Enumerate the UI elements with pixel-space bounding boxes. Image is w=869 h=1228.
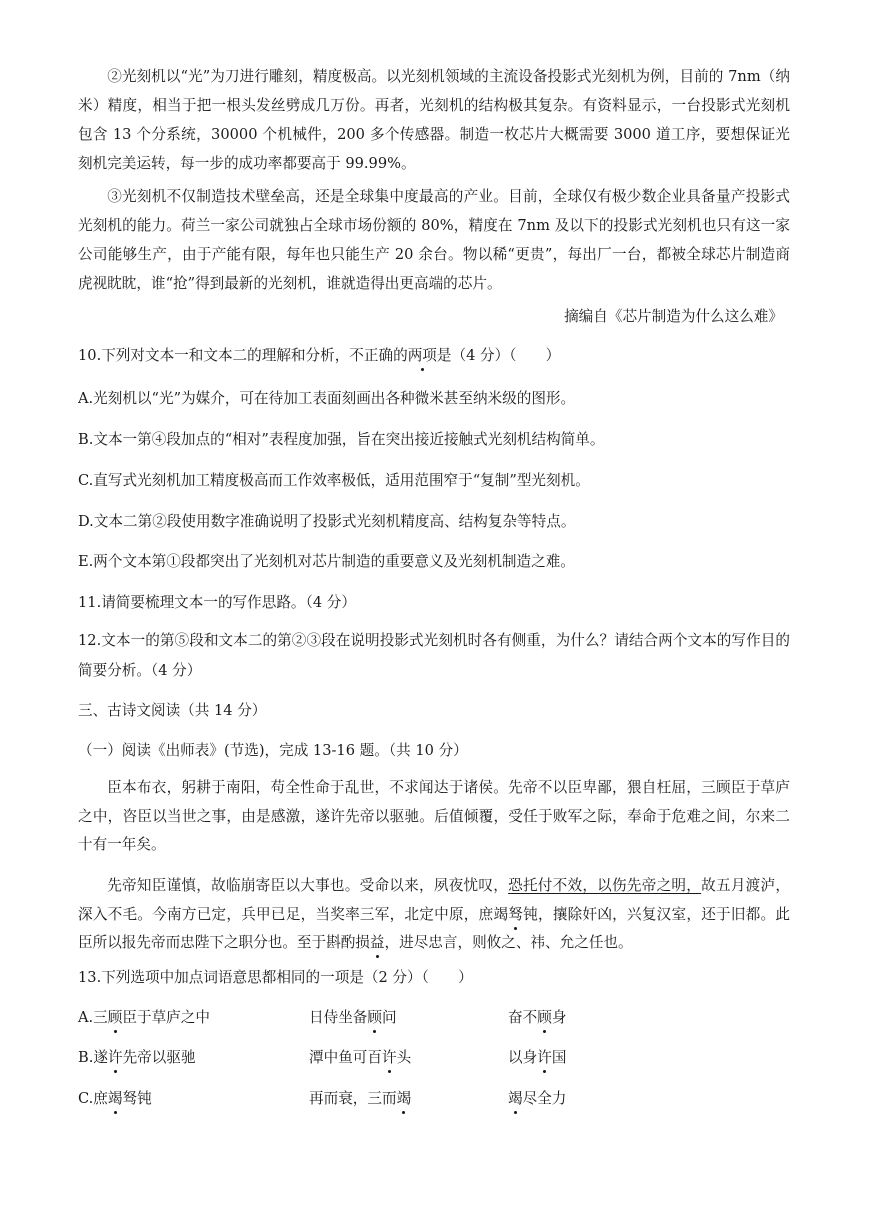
q13-b-col2: 潭中鱼可百许头	[309, 1049, 412, 1066]
q10-option-b: B.文本一第④段加点的“相对”表程度加强，旨在突出接近接触式光刻机结构简单。	[78, 431, 605, 448]
chushibiao-paragraph-1: 臣本布衣，躬耕于南阳，苟全性命于乱世，不求闻达于诸侯。先帝不以臣卑鄙，猥自枉屈，三顾臣于草庐之中，咨臣以当世之事，由是感激，遂许先帝以驱驰。后值倾覆，受任于败军之际，奉命于危难之间，尔来二十有一年矣。	[78, 779, 790, 853]
q13-b-col3: 以身许国	[508, 1049, 567, 1066]
underlined-sentence: 恐托付不效，以伤先帝之明，	[508, 877, 702, 894]
passage2-paragraph-3: ③光刻机不仅制造技术壁垒高，还是全球集中度最高的产业。目前，全球仅有极少数企业具备量产投影式光刻机的能力。荷兰一家公司就独占全球市场份额的 80%，精度在 7nm 及以下的投影式光刻机也只有这一家公司能够生产，由于产能有限，每年也只能生产 20 余台。物以稀“更贵”，每出厂一台，都被全球芯片制造商虎视眈眈，谁“抢”得到最新的光刻机，谁就造得出更高端的芯片。	[78, 188, 790, 292]
question-12: 12.文本一的第⑤段和文本二的第②③段在说明投影式光刻机时各有侧重，为什么？请结合两个文本的写作目的简要分析。（4 分）	[78, 632, 790, 679]
question-13-stem: 13.下列选项中加点词语意思都相同的一项是（2 分）（ ）	[78, 969, 473, 986]
subsection-1-title: （一）阅读《出师表》(节选)，完成 13-16 题。（共 10 分）	[78, 742, 468, 759]
q13-c-col1: C.庶竭驽钝	[78, 1090, 152, 1107]
q13-c-col3: 竭尽全力	[508, 1090, 567, 1107]
source-note: 摘编自《芯片制造为什么这么难》	[564, 308, 783, 325]
q13-a-col2: 日侍坐备顾问	[309, 1009, 397, 1026]
emphasis-dots: 两项	[407, 347, 437, 364]
dotted-char: 驽	[508, 905, 524, 923]
chushibiao-paragraph-2: 先帝知臣谨慎，故临崩寄臣以大事也。受命以来，夙夜忧叹，恐托付不效，以伤先帝之明，故五月渡泸，深入不毛。今南方已定，兵甲已足，当奖率三军，北定中原，庶竭驽钝，攘除奸凶，兴复汉室，还于旧都。此臣所以报先帝而忠陛下之职分也。至于斟酌损益，进尽忠言，则攸之、祎、允之任也。	[78, 877, 790, 951]
section-3-title: 三、古诗文阅读（共 14 分）	[78, 702, 267, 719]
q10-option-a: A.光刻机以“光”为媒介，可在待加工表面刻画出各种微米甚至纳米级的图形。	[78, 390, 576, 407]
q13-a-col1: A.三顾臣于草庐之中	[78, 1009, 210, 1026]
q10-option-d: D.文本二第②段使用数字准确说明了投影式光刻机精度高、结构复杂等特点。	[78, 513, 576, 530]
q10-option-c: C.直写式光刻机加工精度极高而工作效率极低，适用范围窄于“复制”型光刻机。	[78, 472, 590, 489]
question-11: 11.请简要梳理文本一的写作思路。（4 分）	[78, 594, 356, 611]
q13-b-col1: B.遂许先帝以驱驰	[78, 1049, 196, 1066]
q13-c-col2: 再而衰，三而竭	[309, 1090, 412, 1107]
dotted-char: 益	[369, 934, 385, 951]
q10-option-e: E.两个文本第①段都突出了光刻机对芯片制造的重要意义及光刻机制造之难。	[78, 553, 575, 570]
question-10-stem: 10.下列对文本一和文本二的理解和分析，不正确的两项是（4 分）（ ）	[78, 347, 561, 364]
passage2-paragraph-2: ②光刻机以“光”为刀进行雕刻，精度极高。以光刻机领域的主流设备投影式光刻机为例，目前的 7nm（纳米）精度，相当于把一根头发丝劈成几万份。再者，光刻机的结构极其复杂。有资料显示，一台投影式光刻机包含 13 个分系统，30000 个机械件，200 多个传感器。制造一枚芯片大概需要 3000 道工序，要想保证光刻机完美运转，每一步的成功率都要高于 99.99%。	[78, 68, 790, 172]
q13-a-col3: 奋不顾身	[508, 1009, 567, 1026]
